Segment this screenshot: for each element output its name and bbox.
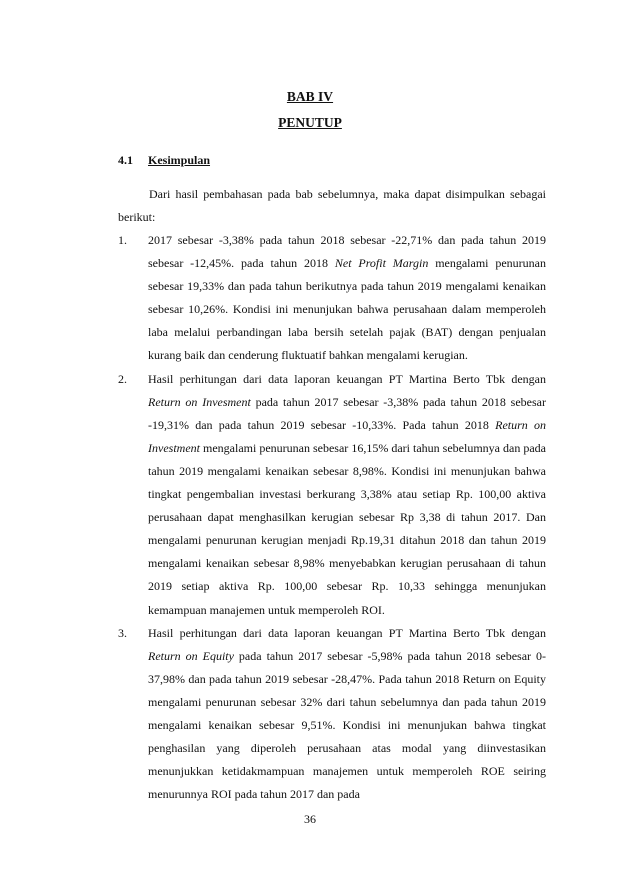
item-number: 2.	[118, 371, 127, 386]
section-heading	[118, 153, 210, 168]
item-text: 2017 sebesar -3,38% pada tahun 2018 sebesar -22,71% dan pada tahun 2019 sebesar -12,45%. pada tahun 2018 Net Profit Margin mengalami penurunan sebesar 19,33% dan pada tahun berikutnya pada tahun 2019 mengalami kenaikan sebesar 10,26%. Kondisi ini menunjukan bahwa perusahaan dalam memperoleh laba melalui perbandingan laba bersih setelah pajak (BAT) dengan penjualan kurang baik dan cenderung fluktuatif bahkan mengalami kerugian.	[148, 233, 547, 363]
item-number: 3.	[118, 625, 127, 640]
chapter-title: PENUTUP	[278, 115, 342, 130]
item-number: 1.	[118, 233, 127, 247]
section-number: 4.1	[118, 153, 133, 167]
section-title: Kesimpulan	[148, 153, 211, 167]
page-number: 36	[304, 812, 316, 826]
intro-paragraph: Dari hasil pembahasan pada bab sebelumnya, maka dapat disimpulkan sebagai berikut:	[118, 187, 546, 224]
item-text: Hasil perhitungan dari data laporan keuangan PT Martina Berto Tbk dengan Return on Equity pada tahun 2017 sebesar -5,98% pada tahun 2018 sebesar 0-37,98% dan pada tahun 2019 sebesar -28,47%. Pada tahun 2018 Return on Equity mengalami penurunan sebesar 32% dari tahun sebelumnya dan pada tahun 2019 mengalami kenaikan sebesar 9,51%. Kondisi ini menunjukan bahwa tingkat penghasilan yang diperoleh perusahaan atas modal yang diinvestasikan menunjukkan ketidakmampuan manajemen untuk memperoleh ROE seiring menurunnya ROI pada tahun 2017 dan pada	[148, 625, 546, 802]
list-item	[118, 229, 546, 368]
conclusion-list	[118, 229, 546, 806]
chapter-label: BAB IV	[286, 89, 334, 104]
item-text: Hasil perhitungan dari data laporan keuangan PT Martina Berto Tbk dengan Return on Invesment pada tahun 2017 sebesar -3,38% pada tahun 2018 sebesar -19,31% dan pada tahun 2019 sebesar -10,33%. Pada tahun 2018 Return on Investment mengalami penurunan sebesar 16,15% dari tahun sebelumnya dan pada tahun 2019 mengalami kenaikan sebesar 8,98%. Kondisi ini menunjukan bahwa tingkat pengembalian investasi berkurang 3,38% atau setiap Rp. 100,00 aktiva perusahaan dapat menghasilkan kerugian sebesar Rp 3,38 di tahun 2017. Dan mengalami penurunan kerugian menjadi Rp.19,31 ditahun 2018 dan tahun 2019 mengalami kenaikan sebesar 8,98% menyebabkan kerugian perusahaan di tahun 2019 setiap aktiva Rp. 100,00 sebesar Rp. 10,33 sehingga menunjukan kemampuan manajemen untuk memperoleh ROI.	[148, 371, 546, 617]
list-item	[118, 368, 546, 622]
list-item	[118, 622, 546, 807]
